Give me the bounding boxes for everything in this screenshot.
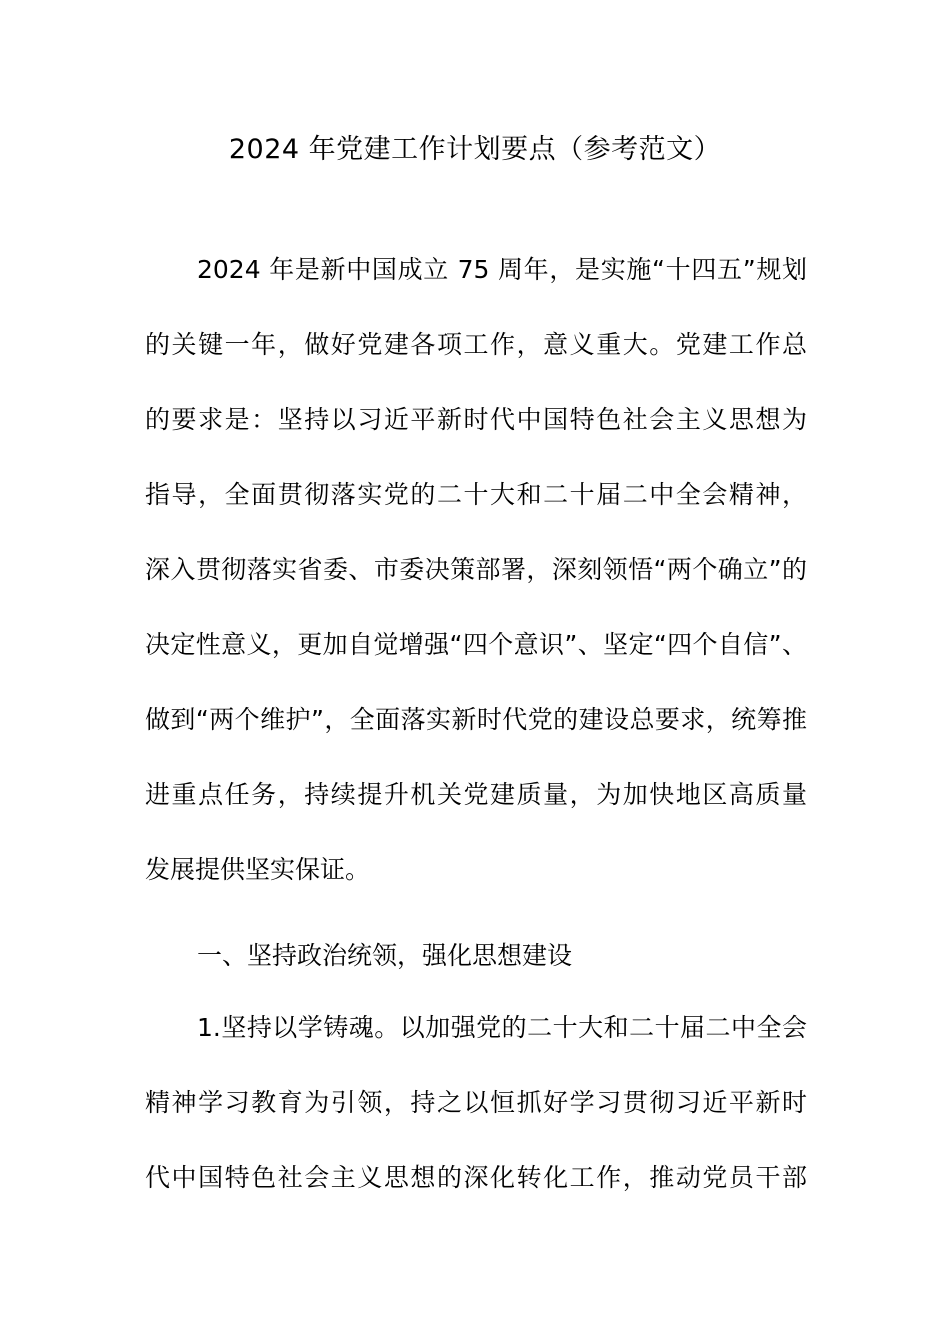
paragraph-line: 1.坚持以学铸魂。以加强党的二十大和二十届二中全会	[197, 1013, 807, 1042]
section-paragraph	[145, 990, 807, 1215]
paragraph-line: 深入贯彻落实省委、市委决策部署，深刻领悟“两个确立”的	[145, 555, 807, 584]
paragraph-line: 进重点任务，持续提升机关党建质量，为加快地区高质量	[145, 780, 807, 809]
paragraph-line: 指导，全面贯彻落实党的二十大和二十届二中全会精神，	[145, 480, 807, 509]
document-title: 2024 年党建工作计划要点（参考范文）	[228, 134, 722, 165]
paragraph-line: 的要求是：坚持以习近平新时代中国特色社会主义思想为	[145, 405, 807, 434]
intro-paragraph	[145, 232, 807, 907]
paragraph-line: 发展提供坚实保证。	[145, 855, 371, 884]
section-heading: 一、坚持政治统领，强化思想建设	[197, 941, 573, 970]
paragraph-line: 2024 年是新中国成立 75 周年，是实施“十四五”规划	[197, 255, 807, 284]
paragraph-line: 的关键一年，做好党建各项工作，意义重大。党建工作总	[145, 330, 807, 359]
paragraph-line: 决定性意义，更加自觉增强“四个意识”、坚定“四个自信”、	[145, 630, 807, 659]
paragraph-line: 做到“两个维护”，全面落实新时代党的建设总要求，统筹推	[145, 705, 807, 734]
paragraph-line: 代中国特色社会主义思想的深化转化工作，推动党员干部	[145, 1163, 807, 1192]
paragraph-line: 精神学习教育为引领，持之以恒抓好学习贯彻习近平新时	[145, 1088, 807, 1117]
